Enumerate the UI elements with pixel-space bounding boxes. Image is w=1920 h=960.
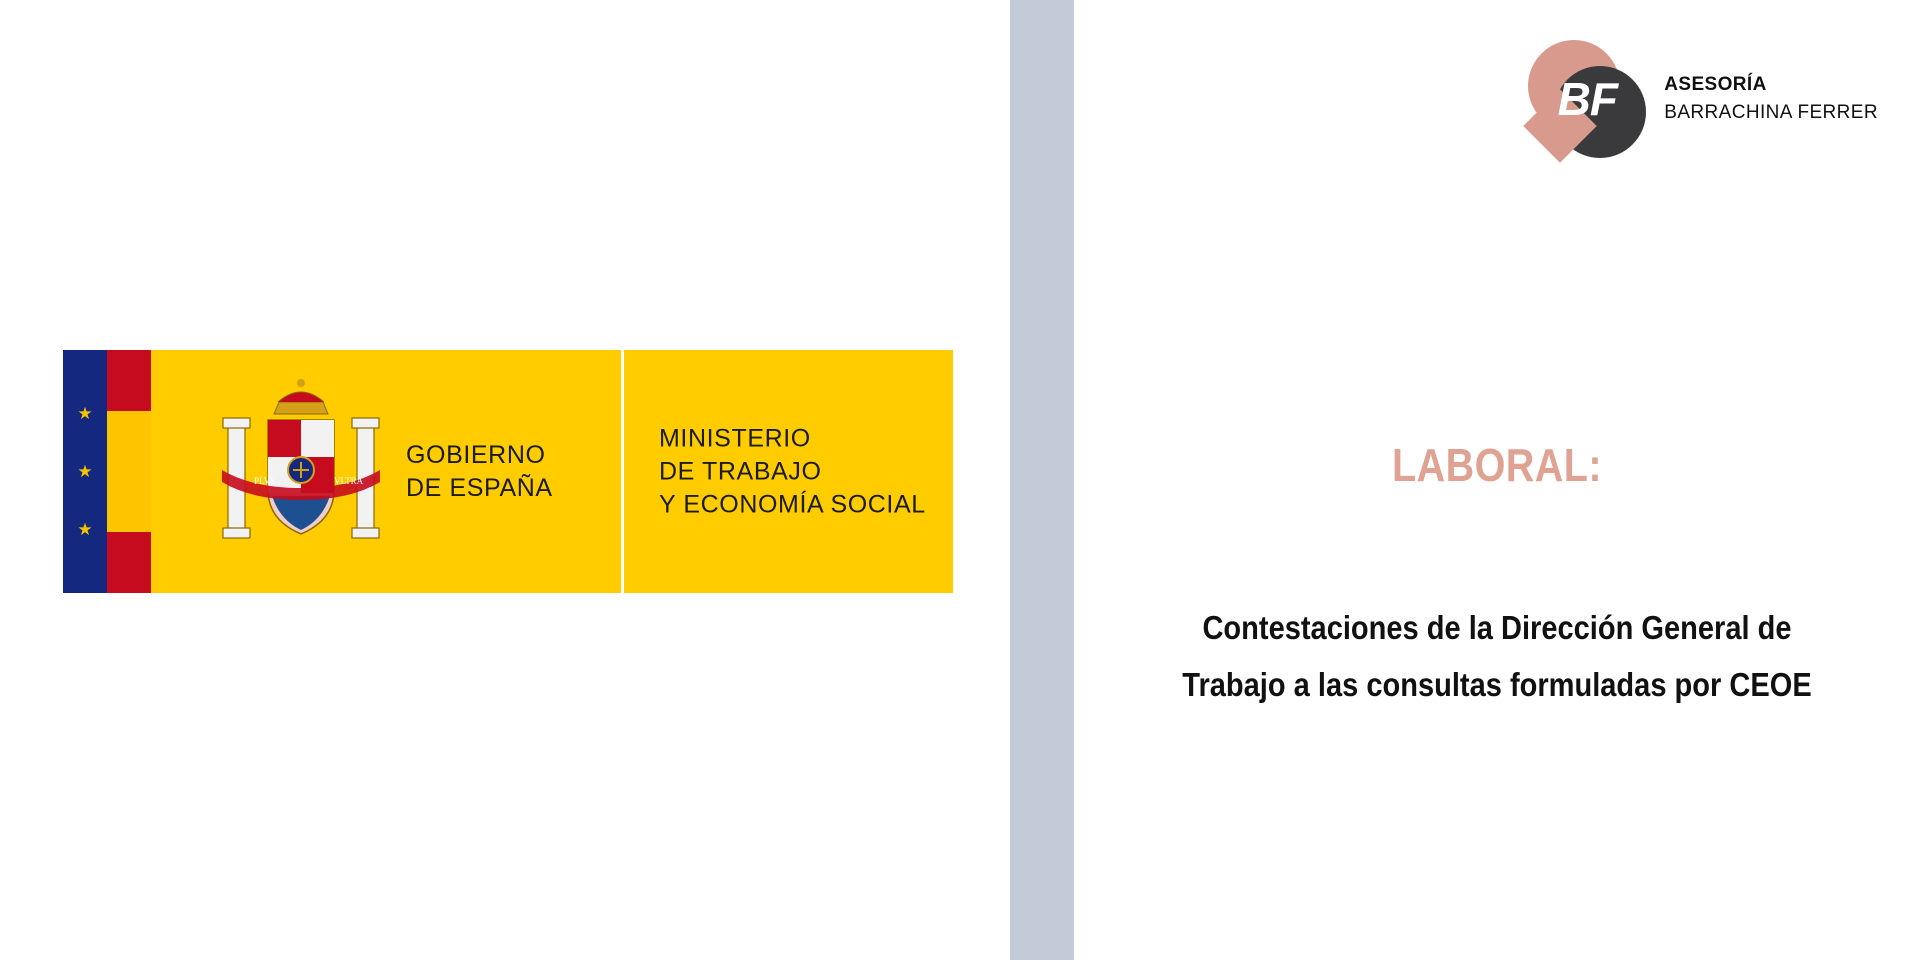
ministry-logo bbox=[63, 350, 953, 593]
ministry-line-1: MINISTERIO bbox=[659, 424, 811, 452]
logo-separator bbox=[621, 350, 624, 593]
headline bbox=[1176, 600, 1818, 714]
spain-government-flag-icon bbox=[63, 350, 151, 593]
logo-body bbox=[151, 350, 953, 593]
government-text bbox=[406, 439, 553, 505]
government-line-2: DE ESPAÑA bbox=[406, 473, 553, 502]
vertical-divider-band bbox=[1010, 0, 1074, 960]
government-block bbox=[151, 350, 621, 593]
eu-star-icon: ★ bbox=[77, 403, 93, 423]
svg-text:PLVS: PLVS bbox=[254, 476, 276, 486]
headline-line-1: Contestaciones de la Dirección General de bbox=[1202, 609, 1792, 646]
spanish-coat-of-arms-icon bbox=[216, 378, 386, 566]
ministry-line-2: DE TRABAJO bbox=[659, 457, 822, 485]
flag-band-red-bottom bbox=[107, 532, 151, 593]
ministry-line-3: Y ECONOMÍA SOCIAL bbox=[659, 490, 926, 518]
brand-monogram: BF bbox=[1557, 73, 1617, 125]
brand-line-1: ASESORÍA bbox=[1664, 74, 1767, 96]
flag-band-yellow bbox=[107, 411, 151, 532]
brand-line-2: BARRACHINA FERRER bbox=[1664, 102, 1878, 123]
svg-text:VLTRA: VLTRA bbox=[334, 476, 364, 486]
government-line-1: GOBIERNO bbox=[406, 440, 546, 469]
spain-flag-strip bbox=[107, 350, 151, 593]
category-kicker: LABORAL: bbox=[1391, 439, 1603, 491]
eu-star-icon: ★ bbox=[77, 461, 93, 481]
ministry-text bbox=[659, 422, 926, 521]
headline-line-2: Trabajo a las consultas formuladas por CEOE bbox=[1182, 665, 1812, 703]
brand-lockup bbox=[1528, 40, 1878, 158]
eu-flag-strip bbox=[63, 350, 107, 593]
brand-words bbox=[1664, 71, 1878, 126]
eu-star-icon: ★ bbox=[77, 520, 93, 540]
flag-band-red-top bbox=[107, 350, 151, 411]
bf-logo-icon bbox=[1528, 40, 1646, 158]
right-panel bbox=[1074, 0, 1920, 960]
